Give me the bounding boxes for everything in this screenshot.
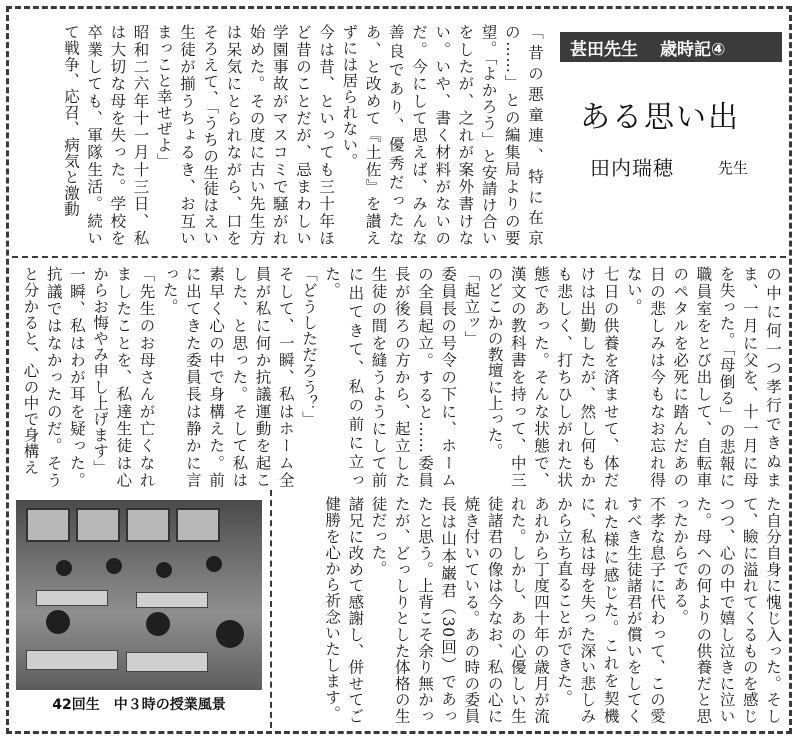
article-author: 田内瑞穂 (590, 156, 674, 180)
column-header (560, 32, 782, 62)
article-author-suffix: 先生 (718, 159, 749, 177)
article-body-upper: 「昔の悪童連、特に在京の……」との編集局よりの要望。「よかろう」と安請け合いをしたが、之れが案外書けない。いや、書く材料がないのだ。今にして思えば、みんな善良であり、優秀だったなあ、と改めて『土佐』を讃えずには居られない。 今は昔、といっても三十年ほど昔のことだが、忌まわしい学園事故がマスコミで騒がれ始めた。その度に古い先生方は呆気にとられながら、口をそろえて、「うちの生徒はえい生徒が揃うちょるき、お互いまっこと幸せぜよ」 昭和二六年十一月十三日、私は大切な母を失った。学校を卒業しても、軍隊生活。続いて戦争、応召、病気と激動 (61, 24, 544, 246)
article-body-lower-right: た自分自身に愧じ入った。そして、瞼に溢れてくるものを感じつつ、心の中で嬉し泣きに泣いた。母への何よりの供養だと思ったからである。 不孝な息子に代わって、この愛すべき生徒諸君が償いをしてくれた様に感じた。これを契機に、私は母を失った深い悲しみから立ち直ることができた。 あれから丁度四十年の歳月が流れた。しかし、あの心優しい生徒諸君の像は今なお、私の心に焼き付いている。あの時の委員長は山本巌君（30回）であったと思う。上背こそ余り無かったが、どっしりとした体格の生徒だった。 諸兄に改めて感謝し、併せてご健勝を心から祈念いたします。 (323, 496, 782, 724)
photo-window (126, 508, 170, 542)
photo-divider (270, 490, 272, 728)
photo-desk (26, 650, 118, 670)
photo-window (76, 508, 120, 542)
photo-student (156, 562, 172, 578)
article-body-lower: の中に何一つ孝行できぬまま、一月に父を、十一月に母を失った。「母倒る」の悲報に職員室をとび出して、自転車のペタルを必死に踏んだあの日の悲しみは今もなお忘れ得ない。 七日の供養を済ませて、体だけは出勤したが、然し何もかも悲しく、打ちひしがれた状態であった。そんな状態で、漢文の教科書を持って、中三のどこかの教壇に上った。 「起立ッ」 委員長の号令の下に、ホームの全員起立。すると……委員長が後ろの方から、起立した生徒の間を縫うようにして前に出てきて、私の前に立った。 「どうしただろう？」 そして、一瞬、私はホーム全員が私に何か抗議運動を起こした、と思った。そして私は素早く心の中で身構えた。前に出てきた委員長は静かに言った。 「先生のお母さんが亡くなれましたことを、私達生徒は心からお悔やみ申し上げます」 一瞬、私はわが耳を疑った。抗議ではなかったのだ。そうと分かると、心の中で身構え (21, 266, 782, 488)
photo-student (46, 610, 70, 634)
classroom-photo (16, 500, 262, 690)
photo-desk (36, 590, 108, 606)
photo-desk (126, 652, 208, 672)
photo-student (146, 612, 170, 636)
header-series: 歳時記④ (660, 39, 726, 60)
article-title: ある思い出 (580, 100, 740, 135)
photo-window (26, 508, 70, 542)
photo-window (176, 508, 220, 542)
photo-desk (136, 592, 208, 608)
photo-caption: 42回生 中３時の授業風景 (52, 697, 226, 713)
photo-student (106, 558, 122, 574)
photo-student (206, 556, 222, 572)
photo-student (216, 620, 244, 648)
section-divider (12, 256, 786, 258)
header-teacher: 甚田先生 (570, 39, 638, 60)
photo-student (56, 560, 72, 576)
